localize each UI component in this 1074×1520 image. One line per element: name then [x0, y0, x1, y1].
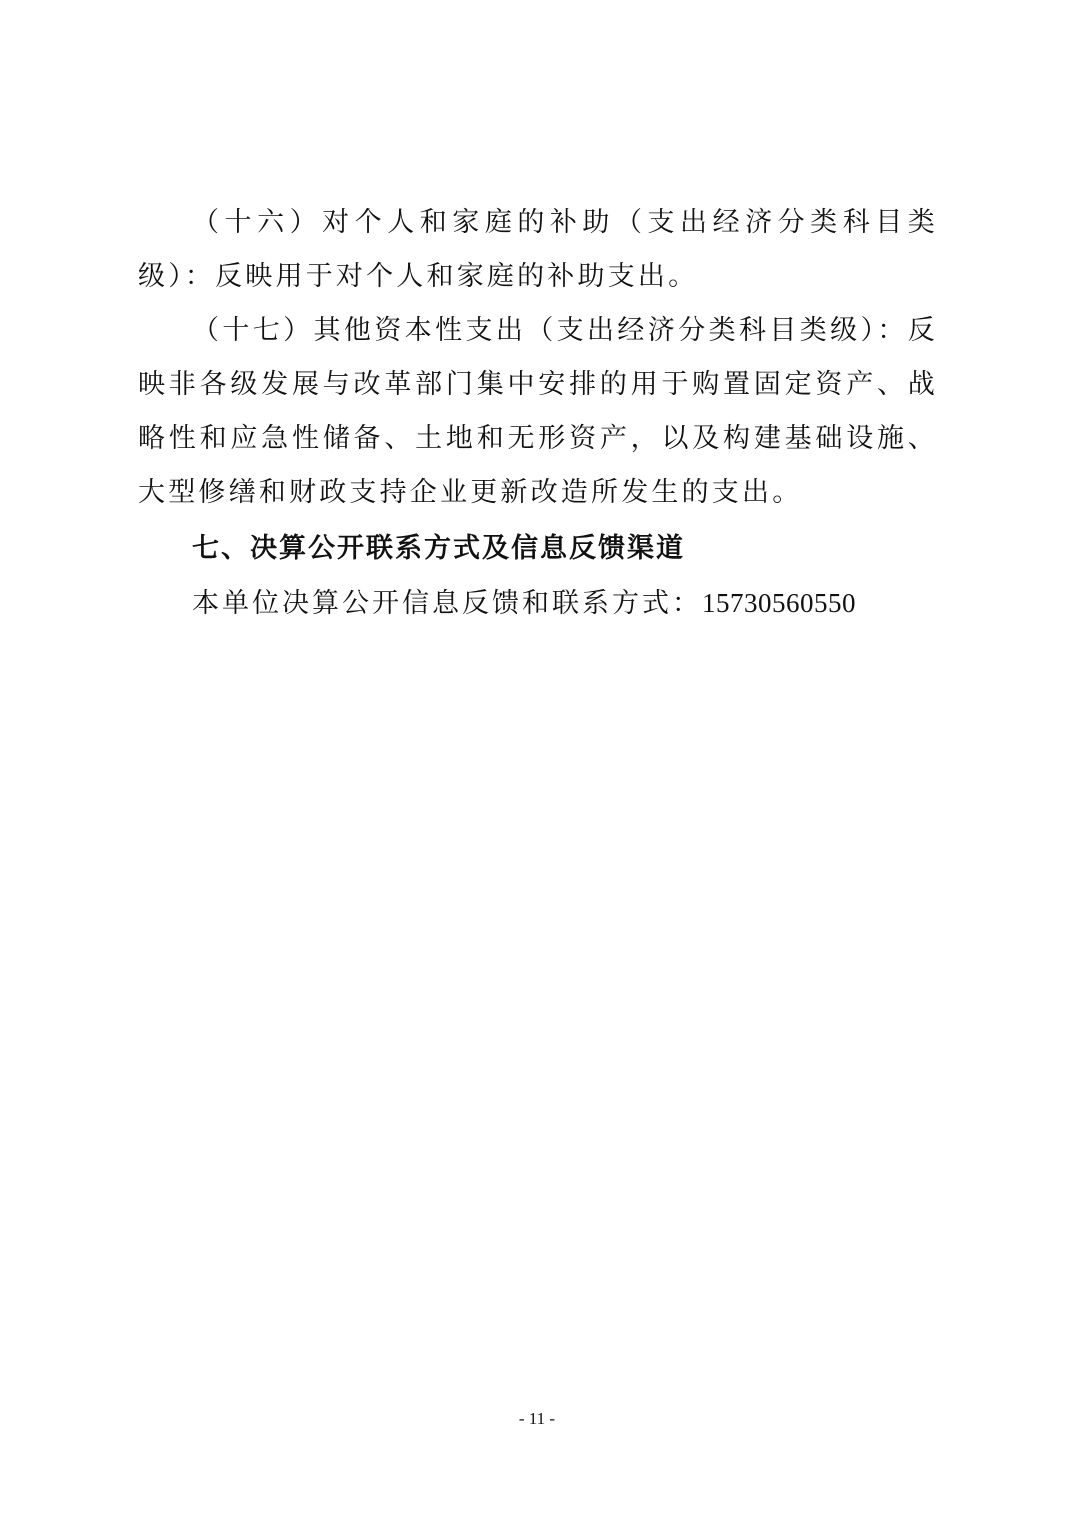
- paragraph-sixteen: （十六）对个人和家庭的补助（支出经济分类科目类级）：反映用于对个人和家庭的补助支出。: [138, 207, 938, 292]
- contact-label: 本单位决算公开信息反馈和联系方式：: [192, 588, 702, 619]
- contact-phone: 15730560550: [702, 588, 856, 618]
- contact-line: [138, 576, 938, 631]
- page-number: - 11 -: [518, 1409, 556, 1428]
- paragraph-seventeen: （十七）其他资本性支出（支出经济分类科目类级）：反映非各级发展与改革部门集中安排的用于购置固定资产、战略性和应急性储备、土地和无形资产，以及构建基础设施、大型修缮和财政支持企业更新改造所发生的支出。: [138, 315, 938, 508]
- document-body: [138, 196, 938, 631]
- section-heading: 七、决算公开联系方式及信息反馈渠道: [192, 533, 685, 564]
